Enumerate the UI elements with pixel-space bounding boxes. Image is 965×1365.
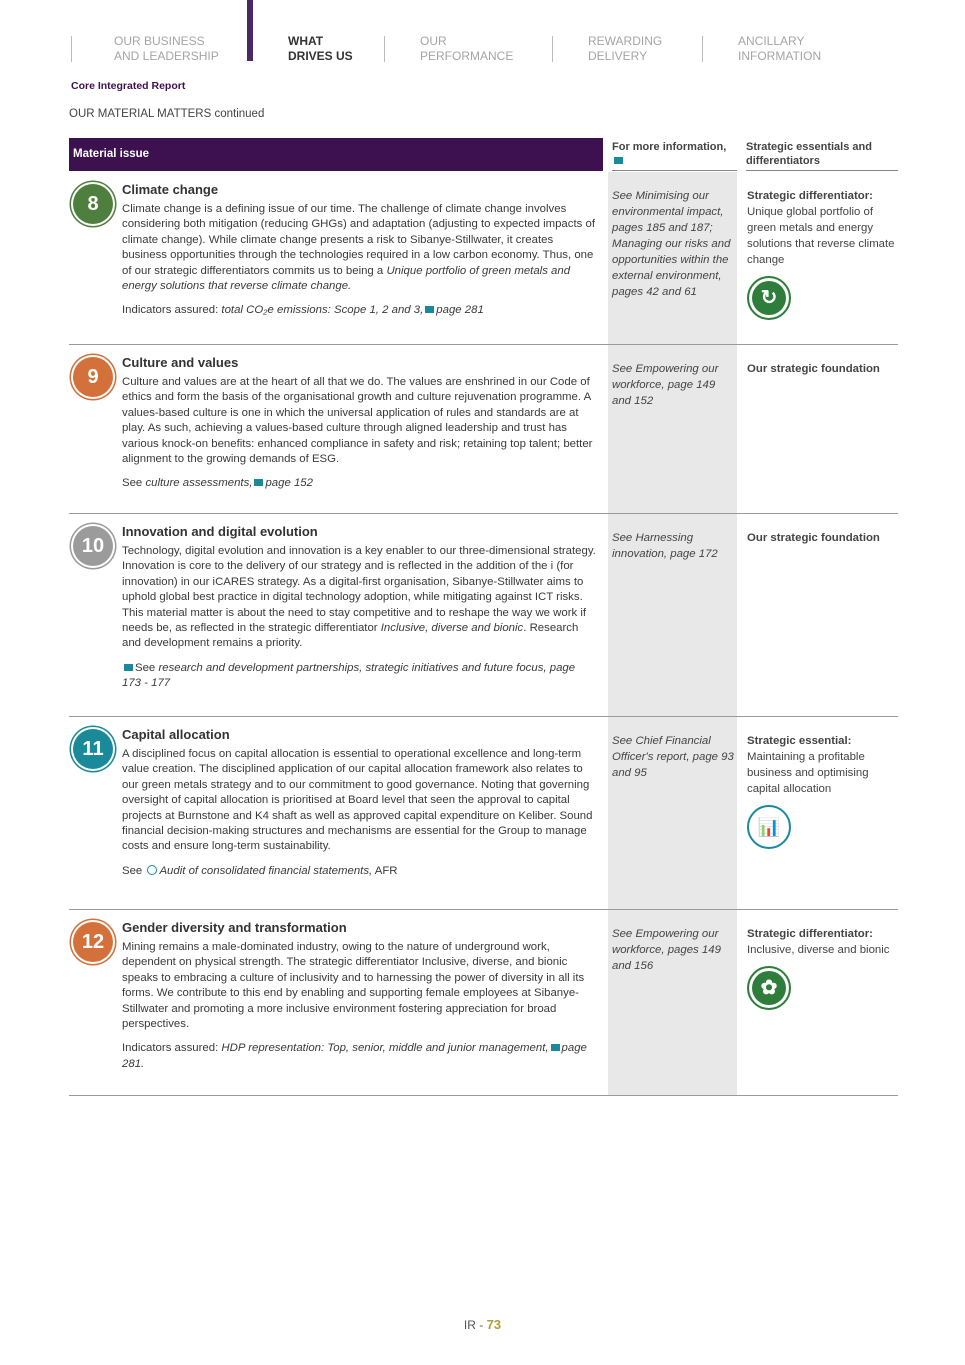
text-segment: . Research and development remains a priority. (122, 622, 579, 650)
strategic-text: Inclusive, diverse and bionic (747, 944, 890, 956)
table-row (69, 717, 898, 910)
issue-body (122, 747, 597, 888)
text-segment: page 281 (436, 304, 484, 317)
nav-our-business[interactable] (114, 34, 219, 64)
text-segment: research and development partnerships, strategic initiatives and future focus, page 173 - 177 (122, 661, 576, 690)
text-segment: Minimising our environmental impact, pages 185 and 187; Managing our risks and opportunities within the external environment, pages 42 and 61 (612, 190, 731, 298)
strategic-heading: Our strategic foundation (747, 532, 880, 544)
issue-body (122, 940, 597, 1081)
nav-divider (71, 36, 72, 62)
strategic-heading: Strategic differentiator: (747, 928, 873, 940)
text-segment: Culture and values are at the heart of all that we do. The values are enshrined in our Code of ethics and form the basis of the organisational growth and culture rejuvenation programme. A values-based culture is one in which the universal application of rules and standards are at play. As such, achieving a values-based culture through aligned leadership and trust has various knock-on benefits: enhanced compliance in safety and risk; retaining top talent; better alignment to the growing demands of ESG. (122, 376, 593, 466)
nav-label: OUR (420, 34, 447, 48)
section-title: OUR MATERIAL MATTERS continued (69, 108, 265, 120)
text-segment: A disciplined focus on capital allocation is essential to operational excellence and long-term value creation. The disciplined application of our capital allocation framework also relates to our green metals strategy and to our commitment to good governance. Noting that governing oversight of capital allocation is prioritised at Board level that seen the approval to capital projects at Burnstone and K4 shaft as well as approved capital expenditure on Keliber. Sound financial decision-making structures and mechanisms are essential for the Group to manage costs and ensure long-term sustainability. (122, 748, 593, 853)
text-segment: culture assessments, (145, 477, 253, 490)
more-info (612, 926, 734, 974)
strategic-cell (747, 926, 897, 1010)
header-more-info (612, 140, 737, 171)
page-number: 73 (486, 1317, 502, 1332)
text-segment: AFR (372, 864, 398, 877)
paragraph (122, 303, 597, 318)
section-nav (0, 0, 965, 70)
nav-label: ANCILLARY (738, 34, 805, 48)
globe-icon (147, 865, 157, 875)
folder-icon (254, 479, 263, 486)
more-info (612, 361, 734, 409)
nav-divider (384, 36, 385, 62)
strategic-heading: Strategic essential: (747, 735, 852, 747)
text-segment: Climate change is a defining issue of our time. The challenge of climate change involves considering both mitigation (reducing GHGs) and adaptation (adjusting to expected impacts of climate change). While climate change presents a risk to Sibanye-Stillwater, it creates business opportunities through the technologies required in a low carbon economy. Thus, one of our strategic differentiators commits us to being a (122, 203, 595, 277)
text-segment: See (122, 477, 146, 490)
people-cycle-icon: ✿ (747, 966, 791, 1010)
issue-number-badge: 9 (73, 357, 113, 397)
text-segment: See (612, 190, 636, 202)
nav-rewarding-delivery[interactable] (588, 34, 662, 64)
text-segment: page 152 (265, 477, 313, 490)
strategic-cell (747, 188, 897, 320)
page-footer (0, 1317, 965, 1332)
active-nav-indicator (247, 0, 253, 61)
paragraph (122, 864, 597, 879)
table-row (69, 172, 898, 345)
paragraph (122, 476, 597, 491)
table-row (69, 345, 898, 514)
strategic-text: Maintaining a profitable business and optimising capital allocation (747, 751, 869, 795)
issue-number-badge: 12 (73, 922, 113, 962)
strategic-cell (747, 733, 897, 849)
paragraph (122, 202, 597, 294)
folder-icon (551, 1044, 560, 1051)
report-label: Core Integrated Report (71, 80, 186, 92)
strategic-heading: Strategic differentiator: (747, 190, 873, 202)
refresh-icon: ↻ (747, 276, 791, 320)
paragraph (122, 661, 597, 692)
text-segment: Indicators assured: (122, 304, 222, 317)
issue-title: Culture and values (122, 355, 239, 370)
more-info (612, 733, 734, 781)
text-segment: See (612, 928, 636, 940)
text-segment: Empowering our workforce, pages 149 and 156 (612, 928, 721, 972)
paragraph (122, 940, 597, 1032)
issue-body (122, 202, 597, 328)
issue-number-badge: 10 (73, 526, 113, 566)
paragraph (122, 747, 597, 855)
text-segment: See (122, 864, 146, 877)
text-segment: See (612, 735, 636, 747)
text-segment: See (135, 661, 159, 674)
table-row (69, 910, 898, 1096)
folder-icon (124, 664, 133, 671)
nav-our-performance[interactable] (420, 34, 513, 64)
strategic-cell (747, 361, 897, 377)
nav-label: WHAT (288, 34, 324, 48)
nav-label: AND LEADERSHIP (114, 49, 219, 63)
issue-body (122, 375, 597, 501)
issue-number-badge: 8 (73, 184, 113, 224)
text-segment: Audit of consolidated financial statements, (159, 864, 373, 877)
header-strategic: Strategic essentials and differentiators (746, 140, 898, 171)
issue-title: Gender diversity and transformation (122, 920, 347, 935)
nav-label: DRIVES US (288, 49, 353, 63)
nav-divider (702, 36, 703, 62)
strategic-cell (747, 530, 897, 546)
text-segment: HDP representation: Top, senior, middle and junior management, (221, 1042, 549, 1055)
issue-number-badge: 11 (73, 729, 113, 769)
strategic-heading: Our strategic foundation (747, 363, 880, 375)
chart-magnifier-icon: 📊 (747, 805, 791, 849)
text-segment: Unique portfolio of green metals and energy solutions that reverse climate change. (122, 264, 571, 293)
nav-label: REWARDING (588, 34, 663, 48)
issue-body (122, 544, 597, 701)
more-info (612, 188, 734, 300)
nav-label: OUR BUSINESS (114, 34, 205, 48)
strategic-text: Unique global portfolio of green metals and energy solutions that reverse climate change (747, 206, 895, 266)
nav-label: DELIVERY (588, 49, 648, 63)
text-segment: See (612, 363, 636, 375)
more-info (612, 530, 734, 562)
text-segment: Technology, digital evolution and innovation is a key enabler to our three-dimensional strategy. Innovation is core to the delivery of our strategy and is reflected in the addition of the i (for innovation) in our iCARES strategy. As a digital-first organisation, Sibanye-Stillwater aims to uphold global best practice in digital technology adoption, while mitigating against ICT risks. This material matter is about the need to stay competitive and to reshape the way we work if needs be, as reflected in the strategic differentiator (122, 545, 596, 635)
text-segment: Harnessing innovation, page 172 (612, 532, 718, 560)
text-segment: Indicators assured: (122, 1042, 222, 1055)
text-segment: Inclusive, diverse and bionic (380, 622, 524, 635)
folder-icon (614, 157, 623, 164)
nav-ancillary-information[interactable] (738, 34, 821, 64)
nav-label: INFORMATION (738, 49, 822, 63)
table-row (69, 514, 898, 717)
paragraph (122, 544, 597, 652)
paragraph (122, 375, 597, 467)
text-segment: Chief Financial Officer's report, page 93 and 95 (612, 735, 734, 779)
text-segment: Mining remains a male-dominated industry, owing to the nature of underground work, dependent on physical strength. The strategic differentiator Inclusive, diverse, and bionic speaks to embracing a culture of inclusivity and to harnessing the power of diversity in all its forms. We contribute to this end by enabling and supporting female employees at Sibanye-Stillwater and promoting a more inclusive environment fostering appreciation for broad perspectives. (122, 941, 585, 1031)
nav-divider (552, 36, 553, 62)
paragraph (122, 1041, 597, 1072)
folder-icon (425, 306, 434, 313)
issue-title: Innovation and digital evolution (122, 524, 318, 539)
footer-prefix: IR - (463, 1318, 487, 1332)
issue-title: Capital allocation (122, 727, 230, 742)
header-label: For more information, (612, 141, 727, 153)
nav-what-drives-us[interactable] (288, 34, 353, 64)
text-segment: Empowering our workforce, page 149 and 152 (612, 363, 719, 407)
text-segment: page 281. (122, 1042, 587, 1070)
header-material-issue: Material issue (69, 138, 603, 171)
issue-title: Climate change (122, 182, 219, 197)
nav-label: PERFORMANCE (420, 49, 514, 63)
text-segment: total CO₂e emissions: Scope 1, 2 and 3, (221, 304, 424, 317)
text-segment: See (612, 532, 636, 544)
